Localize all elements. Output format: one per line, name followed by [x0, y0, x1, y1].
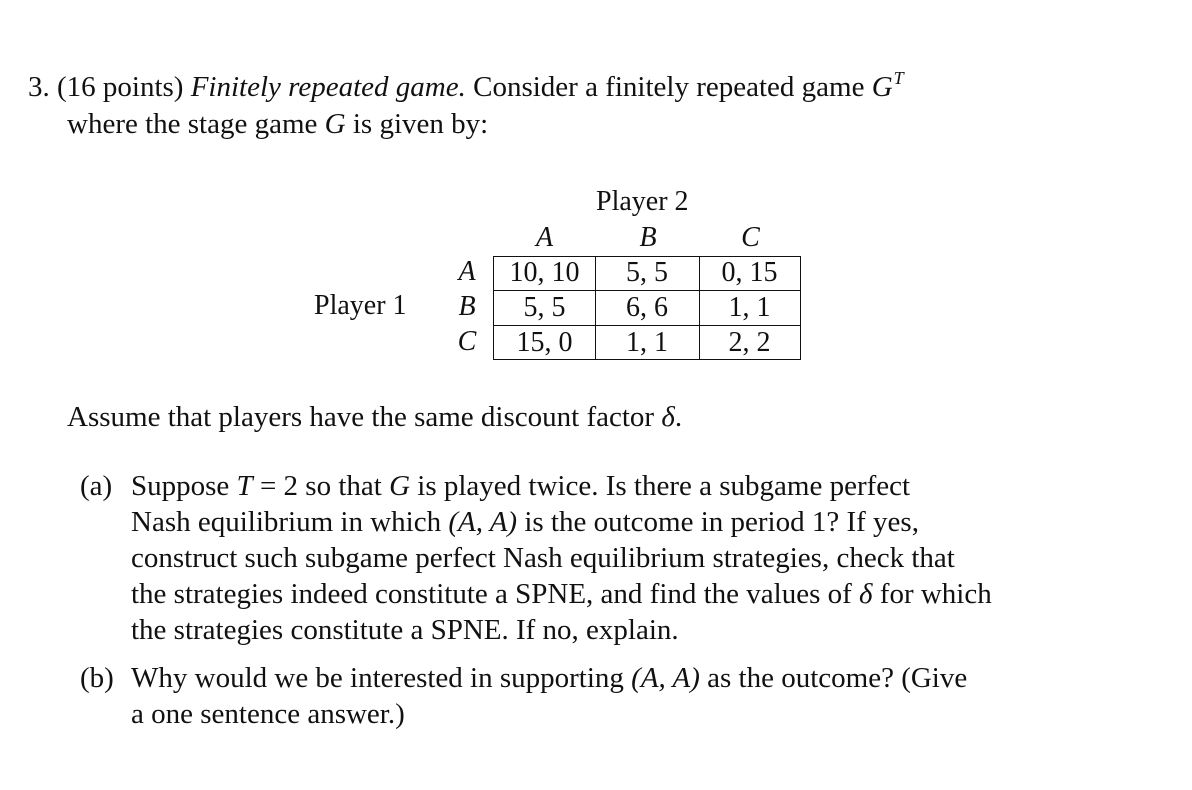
row-label-a: A [458, 256, 476, 287]
problem-intro: Consider a finitely repeated game [473, 71, 865, 103]
col-label-b: B [639, 222, 657, 253]
part-a-text: for which [879, 578, 992, 610]
assumption-text: Assume that players have the same discount factor [67, 401, 655, 433]
matrix-cell: 5, 5 [523, 292, 566, 323]
part-b-line-2: a one sentence answer.) [131, 698, 405, 730]
intro-text: where the stage game [67, 108, 318, 140]
matrix-cell: 15, 0 [516, 327, 573, 358]
player-2-label: Player 2 [596, 186, 689, 217]
part-b-text: Why would we be interested in supporting [131, 662, 624, 694]
g-symbol: G [389, 470, 411, 502]
part-a-line-3: construct such subgame perfect Nash equilibrium strategies, check that [131, 542, 955, 574]
part-a-text: Suppose [131, 470, 230, 502]
part-a-label: (a) [80, 470, 113, 502]
assumption-line [67, 400, 682, 434]
part-a-text: is the outcome in period 1? If yes, [524, 506, 919, 538]
problem-header-line-2 [67, 107, 488, 141]
part-a-line-4 [131, 577, 992, 611]
matrix-cell: 6, 6 [626, 292, 668, 323]
delta-symbol: δ [661, 401, 675, 433]
stage-game-symbol: G [324, 108, 346, 140]
part-b-label: (b) [80, 662, 114, 694]
problem-title: Finitely repeated game. [190, 71, 466, 103]
part-a-text: is played twice. Is there a subgame perfect [417, 470, 911, 502]
player-1-label: Player 1 [314, 290, 407, 321]
part-a-text: Nash equilibrium in which [131, 506, 442, 538]
row-label-c: C [457, 326, 477, 357]
assumption-end: . [674, 401, 683, 433]
game-superscript: T [893, 68, 904, 88]
matrix-cell: 1, 1 [626, 327, 668, 358]
matrix-cell: 2, 2 [728, 327, 771, 358]
outcome-aa: (A, A) [631, 662, 700, 694]
matrix-cell: 1, 1 [728, 292, 771, 323]
matrix-divider [494, 290, 800, 291]
matrix-cell: 10, 10 [509, 257, 580, 288]
intro-text-end: is given by: [352, 108, 489, 140]
delta-symbol: δ [859, 578, 873, 610]
matrix-divider [494, 325, 800, 326]
problem-number: 3. [28, 71, 50, 103]
problem-points: (16 points) [57, 71, 184, 103]
col-label-a: A [535, 222, 554, 253]
outcome-aa: (A, A) [448, 506, 518, 538]
game-symbol: G [871, 71, 893, 103]
part-a-line-2 [131, 505, 919, 539]
payoff-matrix [493, 256, 801, 360]
part-a-line-5: the strategies constitute a SPNE. If no, explain. [131, 614, 679, 646]
part-a-line-1 [131, 469, 910, 503]
matrix-cell: 5, 5 [626, 257, 668, 288]
part-a-text: = 2 so that [259, 470, 382, 502]
t-symbol: T [236, 470, 253, 502]
part-b-text: as the outcome? (Give [707, 662, 968, 694]
problem-header-line-1 [28, 70, 904, 107]
part-a-text: the strategies indeed constitute a SPNE, and find the values of [131, 578, 852, 610]
part-b-line-1 [131, 661, 967, 695]
row-label-b: B [458, 291, 476, 322]
col-label-c: C [741, 222, 760, 253]
matrix-cell: 0, 15 [721, 257, 778, 288]
